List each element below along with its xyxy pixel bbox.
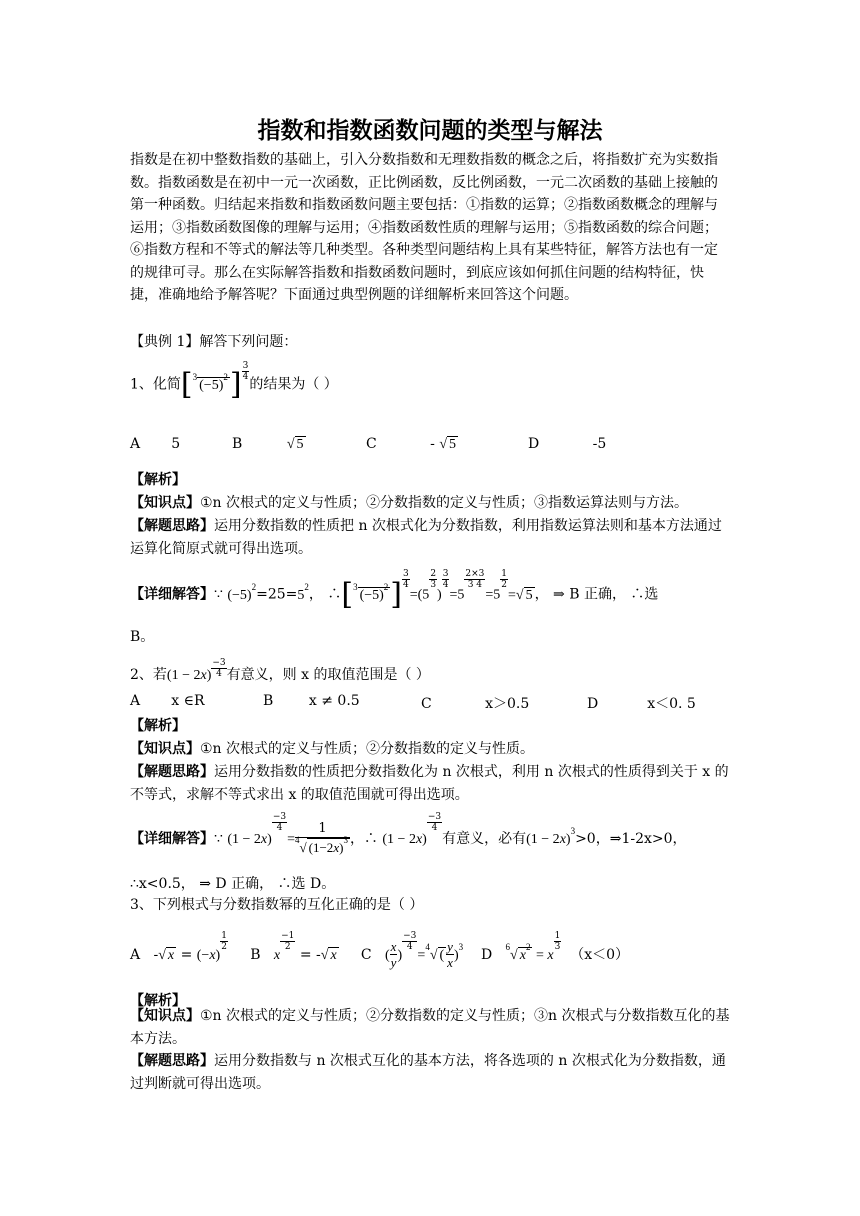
q3-option-a: A -√ x = (−x) $\frac{1}{2}$ [130, 931, 227, 963]
q1-option-c: C - √ 5 [366, 436, 456, 452]
q1-approach: 【解题思路】运用分数指数的性质把 n 次根式化为分数指数，利用指数运算法则和基本方法通过运算化简原式就可得出选项。 [130, 518, 722, 557]
q2-option-b: B x ≠ 0.5 [263, 693, 360, 709]
q2-analysis-label: 【解析】 [130, 718, 186, 734]
q2-approach: 【解题思路】运用分数指数的性质把分数指数化为 n 次根式，利用 n 次根式的性质得到关于 x 的不等式，求解不等式求出 x 的取值范围就可得出选项。 [130, 764, 729, 803]
q2-knowledge: 【知识点】①n 次根式的定义与性质；②分数指数的定义与性质。 [130, 741, 535, 757]
q3-analysis-label: 【解析】 [130, 993, 186, 1009]
example-1-heading: 【典例 1】解答下列问题： [130, 334, 298, 350]
q1-detail: 【详细解答】∵ $(-5)^2=25=5^2$， $\therefore[^3(-5)^2]$ $\frac{3}{4}$ =(5 $\frac{2}{3}$ ) $\frac{3}{4}$ =5 $\frac{2\times 3}{3 4}$ =5 $\frac{1}{2}$ =√ 5 ， ⇒ B 正确， ∴选 [130, 569, 659, 612]
q3-options [130, 931, 740, 970]
q2-option-c: C x＞0.5 [421, 696, 530, 712]
q2-detail-tail: ∴x<0.5， ⇒ D 正确， ∴选 D。 [130, 876, 336, 892]
intro-paragraph: 指数是在初中整数指数的基础上，引入分数指数和无理数指数的概念之后，将指数扩充为实数指数。指数函数是在初中一元一次函数，正比例函数，反比例函数，一元二次函数的基础上接触的第一种函数。归结起来指数和指数函数问题主要包括：①指数的运算；②指数函数概念的理解与运用；③指数函数图像的理解与运用；④指数函数性质的理解与运用；⑤指数函数的综合问题；⑥指数方程和不等式的解法等几种类型。各种类型问题结构上具有某些特征，解答方法也有一定的规律可寻。那么在实际解答指数和指数函数问题时，到底应该如何抓住问题的结构特征，快捷，准确地给予解答呢？下面通过典型例题的详细解析来回答这个问题。 [130, 152, 718, 303]
q1-knowledge: 【知识点】①n 次根式的定义与性质；②分数指数的定义与性质；③指数运算法则与方法。 [130, 495, 689, 511]
question-1: 1、化简$[^3(-5)^2]$ $\frac{3}{4}$ 的结果为（ ） [130, 361, 338, 402]
q1-option-d: D -5 [528, 436, 607, 452]
q3-option-b: B x $\frac{-1}{2}$ = -√ x [250, 931, 337, 963]
q1-option-b: B √ 5 [232, 436, 304, 452]
q1-prefix: 1、化简 [130, 376, 181, 393]
page-title: 指数和指数函数问题的类型与解法 [257, 118, 603, 144]
q1-detail-tail: B。 [130, 629, 155, 645]
q2-option-d: D x＜0. 5 [587, 696, 696, 712]
question-3: 3、下列根式与分数指数幂的互化正确的是（ ） [130, 897, 424, 913]
q1-option-a: A 5 [130, 436, 181, 452]
q2-option-a: A x ∈R [130, 693, 205, 709]
question-2: 2、若(1 − 2x) $\frac{-3}{4}$ 有意义，则 x 的取值范围是（ ） [130, 658, 430, 683]
q3-option-d: D $^6$√ $x^2 = x$ $\frac{1}{3}$ （x＜0） [480, 931, 630, 963]
q3-approach: 【解题思路】运用分数指数与 n 次根式互化的基本方法，将各选项的 n 次根式化为分数指数，通过判断就可得出选项。 [130, 1053, 726, 1092]
q3-option-c: C ( $\frac{x}{y}$ ) $\frac{-3}{4}$ =$^4$√ ( $\frac{y}{x}$ )$^3$ [360, 931, 464, 970]
q1-analysis-label: 【解析】 [130, 472, 186, 488]
q2-detail: 【详细解答】∵ (1 − 2x) $\frac{-3}{4}$ = $\frac{1}{^4√ (1-2x)^3}$ ，∴ (1 − 2x) $\frac{-3}{4}$ 有意义，必有$(1 - 2x)^3>0$，⇒1-2x>0， [130, 820, 740, 858]
q1-suffix: 的结果为（ ） [249, 376, 338, 393]
q3-knowledge: 【知识点】①n 次根式的定义与性质；②分数指数的定义与性质；③n 次根式与分数指数互化的基本方法。 [130, 1008, 730, 1047]
